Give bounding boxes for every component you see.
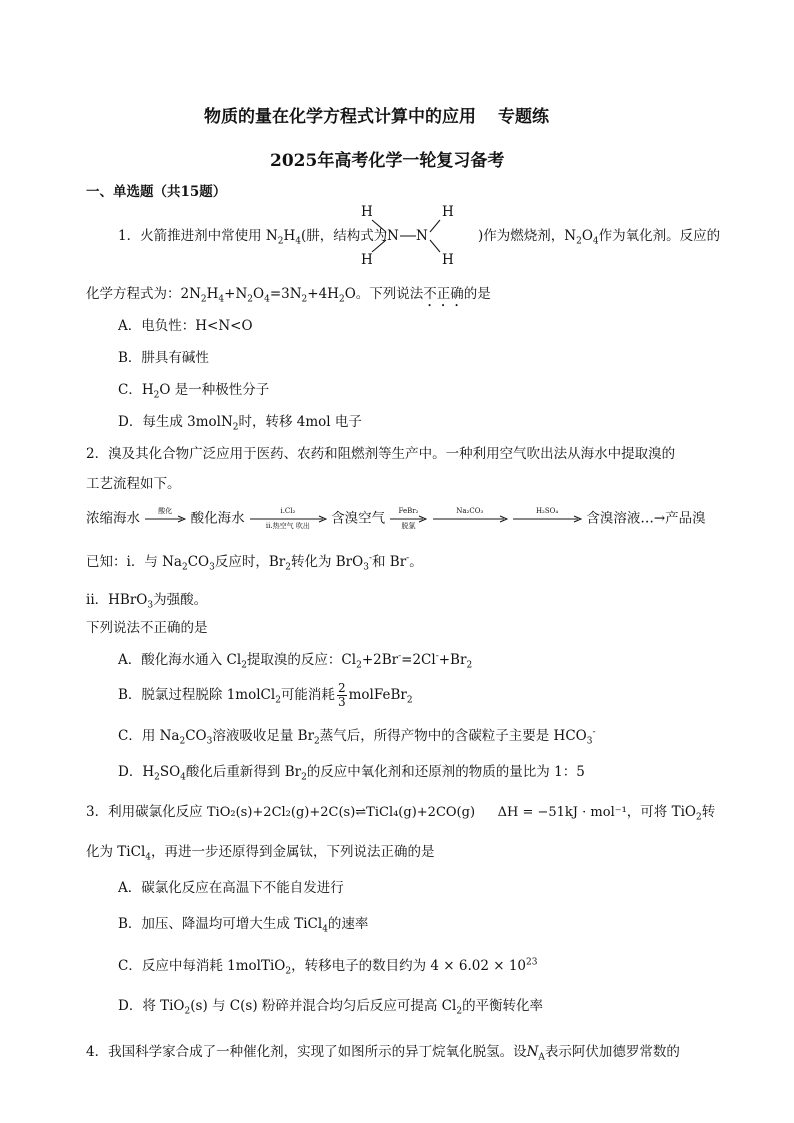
q3-option-d: D．将 TiO$_2$(s) 与 C(s) 粉碎并混合均匀后反应可提高 $Cl_2$的平衡转化率	[118, 998, 544, 1017]
struct-atom-h4: H	[442, 252, 454, 268]
q3-equation: TiO₂(s)+2Cl₂(g)+2C(s)⇌TiCl₄(g)+2CO(g)	[206, 805, 476, 820]
fraction-two-thirds: $\frac{2}{3}$	[337, 681, 346, 709]
struct-atom-h1: H	[361, 204, 373, 220]
title-line-2: 2025年高考化学一轮复习备考	[270, 151, 505, 171]
q3-stem-line-1: 3．利用碳氯化反应 TiO₂(s)+2Cl₂(g)+2C(s)⇌TiCl₄(g)+2CO(g) ΔH = −51kJ · mol⁻¹，可将 TiO$_2$转	[86, 804, 716, 823]
q3-enthalpy: ΔH = −51kJ · mol⁻¹	[497, 805, 627, 820]
flow-arrow-4: Na₂CO₃	[432, 508, 508, 530]
struct-atom-n1: N	[387, 228, 399, 244]
flow-step-4: 含溴溶液…→产品溴	[586, 510, 706, 527]
q2-option-c: C．用 $Na_2CO_3$溶液吸收足量 $Br_2$蒸气后，所得产物中的含碳粒子主要是 $HCO_3^-$	[118, 727, 596, 747]
section-header: 一、单选题（共15题）	[86, 184, 227, 200]
q1-option-b: B．肼具有碱性	[118, 350, 209, 366]
q3-option-b: B．加压、降温均可增大生成 TiCl$_4$的速率	[118, 916, 369, 935]
q1-option-d: D．每生成 3molN$_2$时，转移 4mol 电子	[118, 414, 362, 433]
flow-step-3: 含溴空气	[331, 510, 386, 527]
q1-stem-line-1b: )作为燃烧剂，$N_2O_4$作为氧化剂。反应的	[478, 228, 721, 247]
q1-option-a: A．电负性：H<N<O	[118, 318, 253, 334]
title-line-1	[204, 102, 549, 127]
q2-option-a: A．酸化海水通入 $Cl_2$提取溴的反应：$Cl_2+2Br^-=2Cl^-+Br_2$	[118, 651, 473, 671]
flow-arrow-3: FeBr₂ 脱氯	[389, 508, 427, 530]
title-tag: 专题练	[498, 107, 549, 127]
q2-option-d: D．$H_2SO_4$酸化后重新得到 $Br_2$的反应中氧化剂和还原剂的物质的量比为 1：5	[118, 764, 585, 783]
q3-stem-line-2: 化为 TiCl$_4$，再进一步还原得到金属钛，下列说法正确的是	[86, 844, 435, 863]
q4-stem-line-1: 4．我国科学家合成了一种催化剂，实现了如图所示的异丁烷氧化脱氢。设$N_A$表示阿伏加德罗常数的	[86, 1044, 680, 1063]
q1-stem-line-1: 1．火箭推进剂中常使用 $N_2H_4$(肼，结构式为	[118, 228, 388, 247]
q1-option-c: C．$H_2O$ 是一种极性分子	[118, 382, 270, 401]
q2-stem-line-2: 工艺流程如下。	[86, 476, 181, 492]
q2-stem-line-1: 2．溴及其化合物广泛应用于医药、农药和阻燃剂等生产中。一种利用空气吹出法从海水中提取溴的	[86, 446, 676, 462]
q2-ask: 下列说法不正确的是	[86, 620, 208, 636]
q2-option-b: B．脱氯过程脱除 1molCl$_2$可能消耗 $\frac{2}{3}$ molFeBr$_2$	[118, 681, 413, 709]
q2-process-flow	[86, 508, 706, 530]
q3-option-c: C．反应中每消耗 1molTiO$_2$，转移电子的数目约为 $4 \times 6.02 \times 10^{23}$	[118, 957, 538, 977]
title-text: 物质的量在化学方程式计算中的应用	[204, 107, 476, 127]
q2-known-2: ii．HBrO$_3$为强酸。	[86, 592, 208, 611]
q2-known-1: 已知：i．与 $Na_2CO_3$反应时，$Br_2$转化为 BrO$_3$-和 Br-。	[86, 553, 423, 573]
flow-arrow-2: i.Cl₂ ii.热空气 吹出	[249, 508, 327, 530]
struct-atom-h3: H	[442, 204, 454, 220]
q1-stem-line-2: 化学方程式为：$2N_2H_4+N_2O_4=3N_2+4H_2O$。下列说法不正确的是	[86, 286, 491, 305]
struct-atom-n2: N	[416, 228, 428, 244]
flow-arrow-5: H₂SO₄	[512, 508, 582, 530]
struct-atom-h2: H	[361, 252, 373, 268]
flow-step-1: 浓缩海水	[86, 510, 140, 527]
flow-arrow-1: 酸化	[144, 508, 186, 530]
emphasis-not-correct: 不正确	[423, 286, 464, 302]
flow-step-2: 酸化海水	[190, 510, 245, 527]
hydrazine-structure	[352, 200, 472, 272]
q3-option-a: A．碳氯化反应在高温下不能自发进行	[118, 880, 344, 896]
